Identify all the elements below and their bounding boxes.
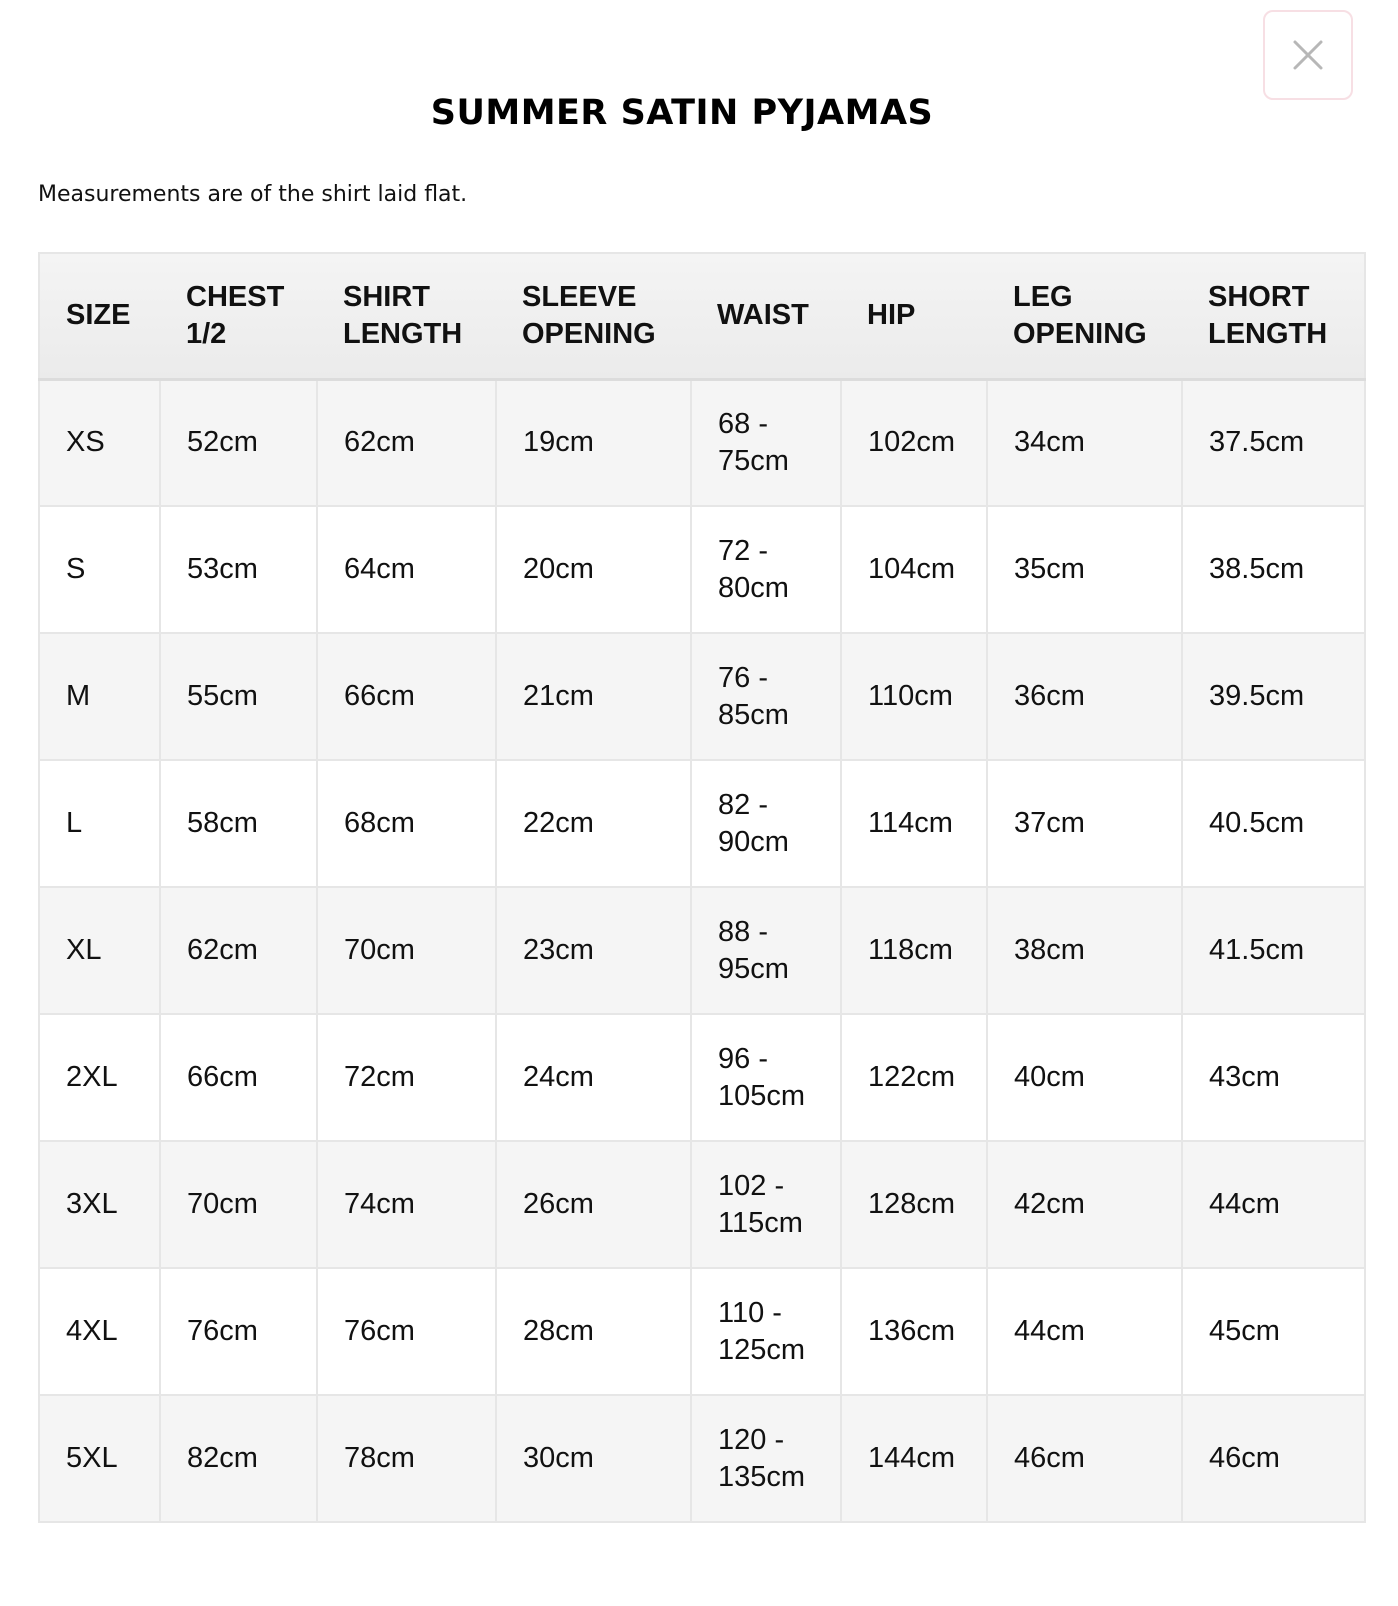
table-cell: 41.5cm: [1182, 887, 1365, 1014]
table-row: [39, 506, 1365, 633]
cell-line: 82 -: [718, 788, 768, 821]
table-cell: 19cm: [496, 379, 691, 506]
table-cell: [691, 1014, 841, 1141]
table-cell: 4XL: [39, 1268, 160, 1395]
table-cell: [691, 760, 841, 887]
table-cell: 114cm: [841, 760, 987, 887]
cell-line: 125cm: [718, 1333, 806, 1366]
table-row: [39, 1395, 1365, 1522]
column-header-line: SIZE: [66, 299, 131, 332]
column-header-line: OPENING: [1013, 317, 1147, 350]
cell-line: 75cm: [718, 444, 789, 477]
table-cell: 76cm: [160, 1268, 317, 1395]
table-cell: [691, 1141, 841, 1268]
table-row: [39, 760, 1365, 887]
table-cell: 136cm: [841, 1268, 987, 1395]
table-cell: 78cm: [317, 1395, 496, 1522]
cell-line: 105cm: [718, 1079, 806, 1112]
table-cell: [691, 1395, 841, 1522]
table-cell: 66cm: [317, 633, 496, 760]
cell-line: 85cm: [718, 698, 789, 731]
table-row: [39, 379, 1365, 506]
table-cell: 102cm: [841, 379, 987, 506]
table-cell: 30cm: [496, 1395, 691, 1522]
cell-line: 80cm: [718, 571, 789, 604]
table-cell: [691, 633, 841, 760]
table-cell: 20cm: [496, 506, 691, 633]
table-cell: 64cm: [317, 506, 496, 633]
table-cell: 38cm: [987, 887, 1182, 1014]
cell-line: 102 -: [718, 1169, 785, 1202]
table-row: [39, 887, 1365, 1014]
table-cell: M: [39, 633, 160, 760]
table-cell: 44cm: [1182, 1141, 1365, 1268]
table-cell: [691, 1268, 841, 1395]
table-cell: S: [39, 506, 160, 633]
table-cell: 62cm: [160, 887, 317, 1014]
table-cell: 74cm: [317, 1141, 496, 1268]
column-header: [160, 253, 317, 379]
table-row: [39, 1141, 1365, 1268]
column-header: [496, 253, 691, 379]
table-cell: 70cm: [160, 1141, 317, 1268]
table-cell: 39.5cm: [1182, 633, 1365, 760]
column-header: [841, 253, 987, 379]
table-cell: 118cm: [841, 887, 987, 1014]
table-cell: 46cm: [1182, 1395, 1365, 1522]
table-cell: 122cm: [841, 1014, 987, 1141]
column-header-line: LENGTH: [1208, 317, 1328, 350]
page-title: SUMMER SATIN PYJAMAS: [430, 93, 934, 133]
table-cell: 45cm: [1182, 1268, 1365, 1395]
table-cell: 42cm: [987, 1141, 1182, 1268]
table-cell: 37cm: [987, 760, 1182, 887]
table-cell: 26cm: [496, 1141, 691, 1268]
cell-line: 115cm: [718, 1206, 803, 1239]
table-cell: 46cm: [987, 1395, 1182, 1522]
column-header-line: LEG: [1013, 280, 1073, 313]
table-cell: 53cm: [160, 506, 317, 633]
table-header-row: [39, 253, 1365, 379]
table-row: [39, 1268, 1365, 1395]
table-cell: 128cm: [841, 1141, 987, 1268]
table-cell: 34cm: [987, 379, 1182, 506]
column-header-line: HIP: [867, 299, 916, 332]
column-header: [1182, 253, 1365, 379]
table-cell: 72cm: [317, 1014, 496, 1141]
table-cell: 28cm: [496, 1268, 691, 1395]
table-cell: 35cm: [987, 506, 1182, 633]
table-body: [39, 379, 1365, 1522]
table-cell: 55cm: [160, 633, 317, 760]
column-header-line: WAIST: [717, 299, 809, 332]
size-chart-table: [38, 252, 1366, 1523]
table-cell: 66cm: [160, 1014, 317, 1141]
column-header-line: SHORT: [1208, 280, 1310, 313]
table-cell: 76cm: [317, 1268, 496, 1395]
table-cell: 40.5cm: [1182, 760, 1365, 887]
cell-line: 110 -: [718, 1296, 782, 1329]
column-header-line: LENGTH: [343, 317, 463, 350]
cell-line: 96 -: [718, 1042, 768, 1075]
column-header: [691, 253, 841, 379]
table-cell: 58cm: [160, 760, 317, 887]
column-header: [987, 253, 1182, 379]
measurement-note: Measurements are of the shirt laid flat.: [38, 182, 468, 207]
cell-line: 76 -: [718, 661, 768, 694]
column-header-line: SLEEVE: [522, 280, 637, 313]
table-cell: 52cm: [160, 379, 317, 506]
table-cell: 70cm: [317, 887, 496, 1014]
close-button[interactable]: [1263, 10, 1353, 100]
column-header: [39, 253, 160, 379]
table-cell: 44cm: [987, 1268, 1182, 1395]
table-cell: 104cm: [841, 506, 987, 633]
cell-line: 88 -: [718, 915, 768, 948]
table-cell: 37.5cm: [1182, 379, 1365, 506]
table-cell: [691, 887, 841, 1014]
table-cell: 62cm: [317, 379, 496, 506]
table-cell: 40cm: [987, 1014, 1182, 1141]
table-cell: 23cm: [496, 887, 691, 1014]
column-header-line: SHIRT: [343, 280, 430, 313]
close-icon: [1292, 39, 1324, 71]
cell-line: 68 -: [718, 407, 768, 440]
table-cell: 36cm: [987, 633, 1182, 760]
table-cell: 68cm: [317, 760, 496, 887]
table-cell: 5XL: [39, 1395, 160, 1522]
cell-line: 135cm: [718, 1460, 806, 1493]
table-cell: 38.5cm: [1182, 506, 1365, 633]
table-cell: 82cm: [160, 1395, 317, 1522]
cell-line: 120 -: [718, 1423, 785, 1456]
column-header-line: OPENING: [522, 317, 656, 350]
table-cell: 2XL: [39, 1014, 160, 1141]
column-header: [317, 253, 496, 379]
table-cell: 144cm: [841, 1395, 987, 1522]
table-cell: 21cm: [496, 633, 691, 760]
table-cell: 3XL: [39, 1141, 160, 1268]
column-header-line: CHEST: [186, 280, 285, 313]
table-cell: L: [39, 760, 160, 887]
table-cell: 22cm: [496, 760, 691, 887]
table-row: [39, 633, 1365, 760]
table-cell: 43cm: [1182, 1014, 1365, 1141]
column-header-line: 1/2: [186, 317, 227, 350]
table-row: [39, 1014, 1365, 1141]
table-cell: 24cm: [496, 1014, 691, 1141]
cell-line: 72 -: [718, 534, 768, 567]
cell-line: 90cm: [718, 825, 789, 858]
cell-line: 95cm: [718, 952, 789, 985]
table-cell: [691, 506, 841, 633]
table-cell: XL: [39, 887, 160, 1014]
table-cell: [691, 379, 841, 506]
table-cell: XS: [39, 379, 160, 506]
table-cell: 110cm: [841, 633, 987, 760]
